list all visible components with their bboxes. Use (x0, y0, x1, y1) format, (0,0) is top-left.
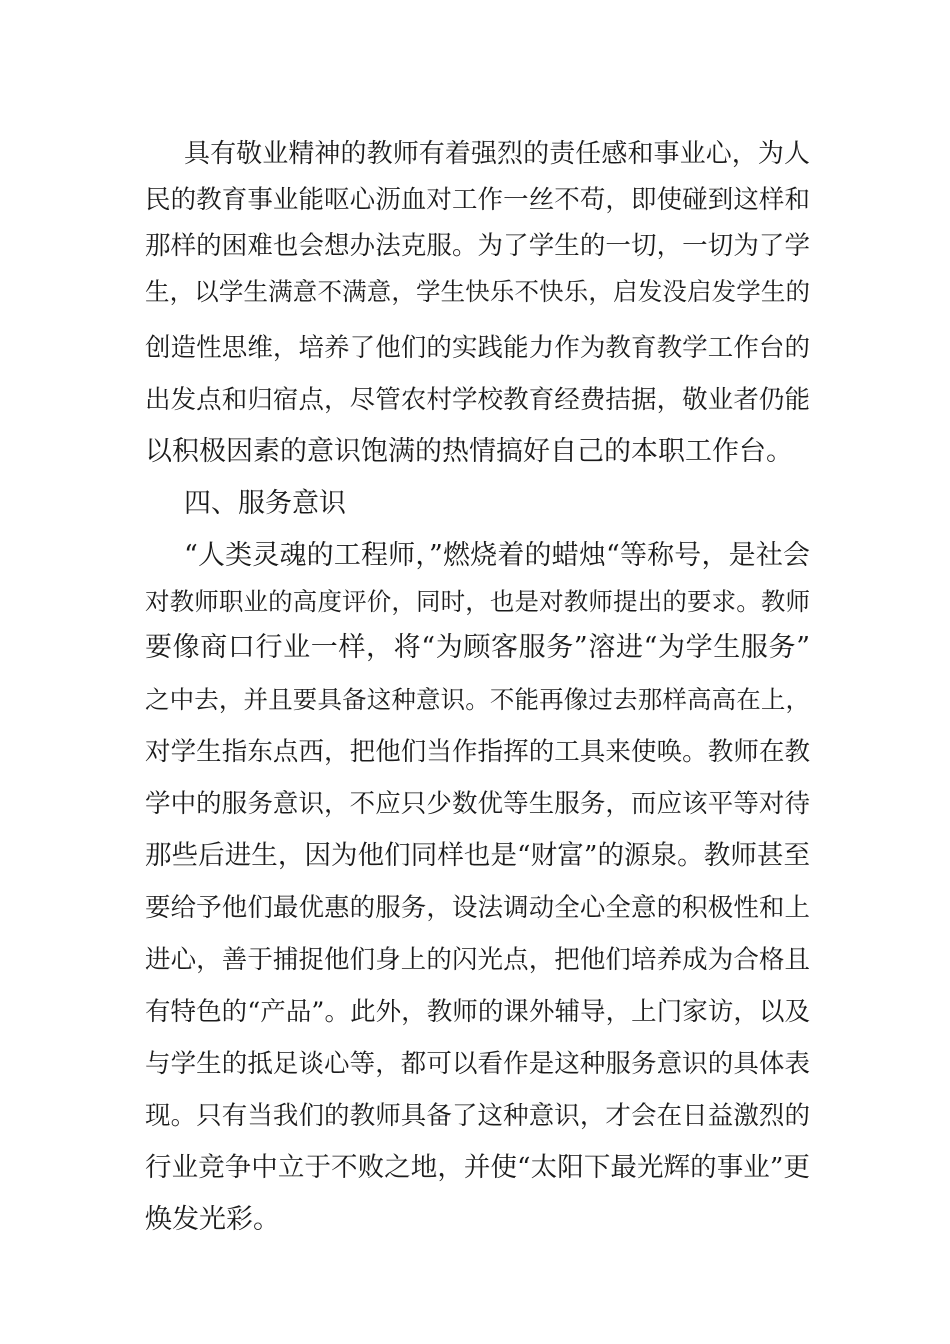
paragraph-2-line-14: 焕发光彩。 (145, 1204, 280, 1235)
section-heading: 四、服务意识 (184, 488, 346, 519)
paragraph-2-line-10: 有特色的“产品”。此外，教师的课外辅导，上门家访，以及 (145, 997, 810, 1027)
paragraph-2-line-7: 那些后进生，因为他们同样也是“财富”的源泉。教师甚至 (145, 840, 810, 871)
paragraph-2-line-3: 要像商口行业一样，将“为顾客服务”溶进“为学生服务” (145, 632, 810, 663)
paragraph-2-line-9: 进心，善于捕捉他们身上的闪光点，把他们培养成为合格且 (145, 945, 810, 975)
paragraph-2-line-11: 与学生的抵足谈心等，都可以看作是这种服务意识的具体表 (145, 1049, 810, 1079)
paragraph-1-line-2: 民的教育事业能呕心沥血对工作一丝不苟，即使碰到这样和 (145, 185, 810, 215)
paragraph-2-line-2: 对教师职业的高度评价，同时，也是对教师提出的要求。教师 (145, 587, 810, 616)
paragraph-2-line-6: 学中的服务意识，不应只少数优等生服务，而应该平等对待 (145, 789, 810, 819)
paragraph-2-line-1: “人类灵魂的工程师，”燃烧着的蜡烛“等称号，是社会 (184, 540, 810, 571)
paragraph-1-line-1: 具有敬业精神的教师有着强烈的责任感和事业心，为人 (184, 139, 810, 169)
paragraph-2-line-13: 行业竞争中立于不败之地，并使“太阳下最光辉的事业”更 (145, 1152, 810, 1183)
paragraph-2-line-12: 现。只有当我们的教师具备了这种意识，才会在日益激烈的 (145, 1101, 810, 1131)
paragraph-1-line-4: 生，以学生满意不满意，学生快乐不快乐，启发没启发学生的 (145, 277, 810, 306)
paragraph-1-line-3: 那样的困难也会想办法克服。为了学生的一切，一切为了学 (145, 231, 810, 261)
paragraph-1-line-5: 创造性思维，培养了他们的实践能力作为教育教学工作台的 (145, 333, 810, 363)
paragraph-2-line-4: 之中去，并且要具备这种意识。不能再像过去那样高高在上， (145, 685, 810, 714)
paragraph-1-line-7: 以积极因素的意识饱满的热情搞好自己的本职工作台。 (145, 436, 793, 467)
paragraph-2-line-8: 要给予他们最优惠的服务，设法调动全心全意的积极性和上 (145, 893, 810, 923)
paragraph-2-line-5: 对学生指东点西，把他们当作指挥的工具来使唤。教师在教 (145, 737, 810, 767)
paragraph-1-line-6: 出发点和归宿点，尽管农村学校教育经费拮据，敬业者仍能 (145, 385, 810, 415)
